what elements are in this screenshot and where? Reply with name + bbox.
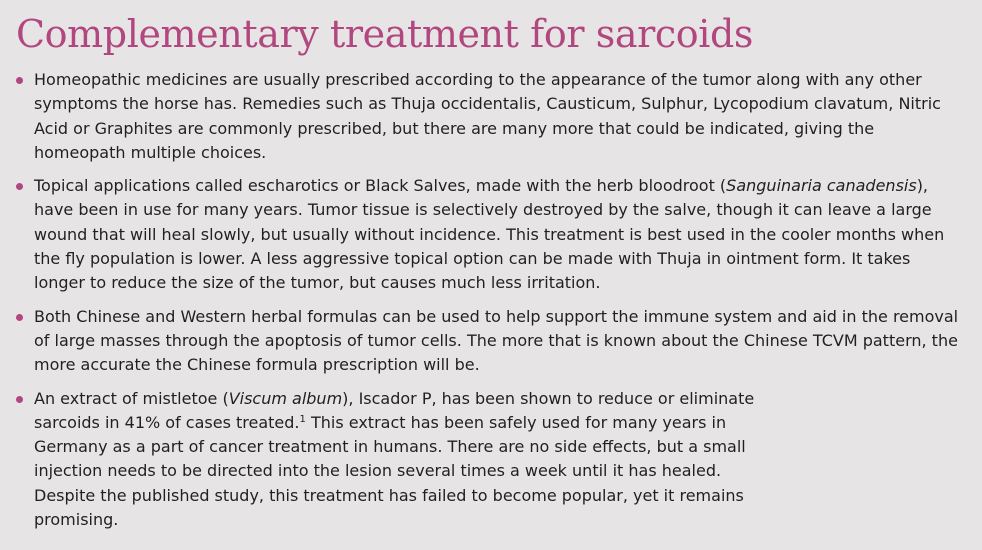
- latin-name-italic: Sanguinaria canadensis: [726, 176, 917, 196]
- bullet-dot-icon: [16, 396, 23, 403]
- bullet-item-mistletoe: [14, 387, 962, 533]
- sidebar-title: Complementary treatment for sarcoids: [16, 12, 754, 56]
- bullet-text-segment: ), have been in use for many years. Tumor tissue is selectively destroyed by the salve, though it can leave a large wound that will heal slowly, but usually without incidence. This treatment is best used in the cooler months when the fly population is lower. A less aggressive topical option can be made with Thuja in ointment form. It takes longer to reduce the size of the tumor, but causes much less irritation.: [34, 176, 945, 293]
- bullet-dot-icon: [16, 77, 23, 84]
- bullet-text-segment: An extract of mistletoe (: [34, 388, 229, 408]
- bullet-text-segment: Both Chinese and Western herbal formulas can be used to help support the immune system and aid in the removal of large masses through the apoptosis of tumor cells. The more that is known about the Chinese TCVM pattern, the more accurate the Chinese formula prescription will be.: [34, 306, 959, 375]
- bullet-dot-icon: [16, 183, 23, 190]
- bullet-item-homeopathic: [14, 68, 962, 165]
- bullet-text-segment: Homeopathic medicines are usually prescribed according to the appearance of the tumor along with any other symptoms the horse has. Remedies such as Thuja occidentalis, Causticum, Sulphur, Lycopodium clavatum, Nitric Acid or Graphites are commonly prescribed, but there are many more that could be indicated, giving the homeopath multiple choices.: [34, 70, 941, 162]
- bullet-text: [34, 174, 962, 295]
- bullet-dot-icon: [16, 314, 23, 321]
- bullet-text: [34, 68, 962, 165]
- bullet-text: [34, 387, 782, 533]
- footnote-reference: 1: [299, 413, 306, 425]
- bullet-text-segment: Topical applications called escharotics or Black Salves, made with the herb bloodroot (: [34, 176, 727, 196]
- bullet-text: [34, 305, 962, 378]
- bullet-item-escharotics: [14, 174, 962, 295]
- bullet-text-segment: ), Iscador P, has been shown to reduce or eliminate sarcoids in 41% of cases treated.: [34, 388, 755, 432]
- bullet-item-herbal-formulas: [14, 305, 962, 378]
- latin-name-italic: Viscum album: [228, 388, 343, 408]
- bullet-list: [14, 68, 962, 532]
- bullet-text-segment: This extract has been safely used for many years in Germany as a part of cancer treatment in humans. There are no side effects, but a small injection needs to be directed into the lesion several times a week until it has healed. Despite the published study, this treatment has failed to become popular, yet it remains promising.: [34, 412, 746, 530]
